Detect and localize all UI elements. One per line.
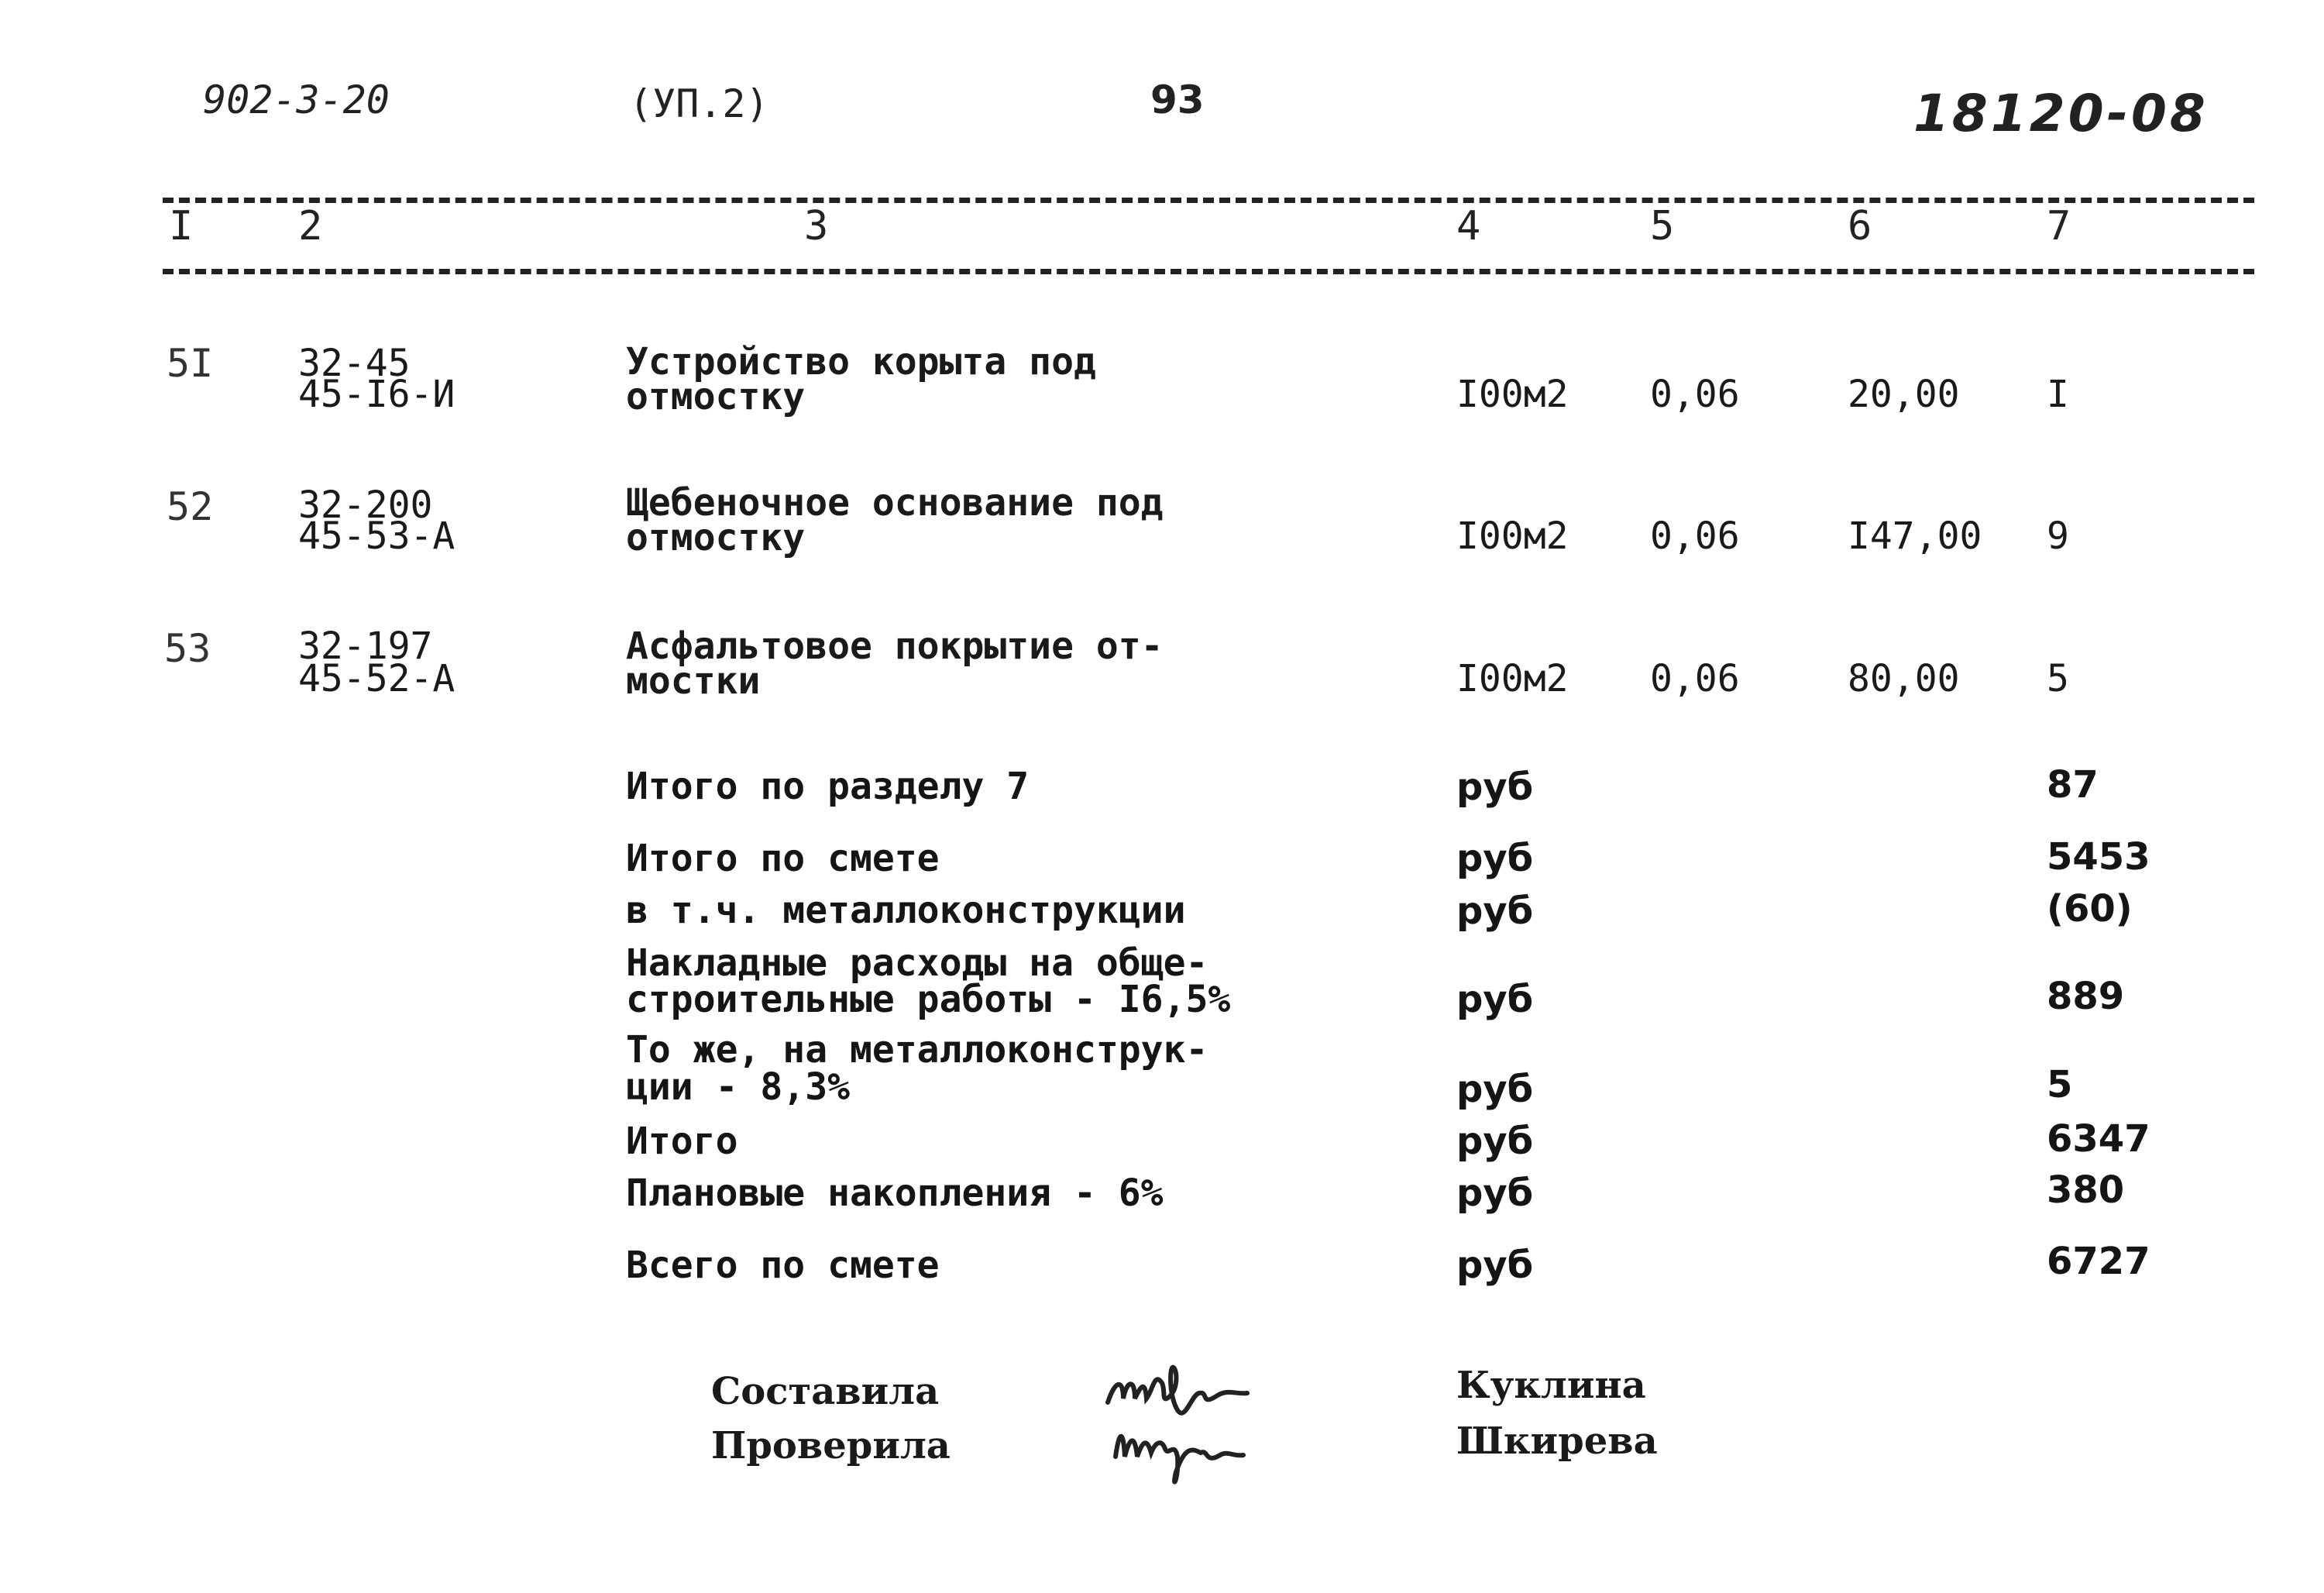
row-number: 5I bbox=[167, 341, 214, 386]
row-unit: I00м2 bbox=[1456, 514, 1569, 558]
row-price: 20,00 bbox=[1848, 373, 1960, 416]
page-number: 93 bbox=[1150, 77, 1205, 122]
checked-by-label: Проверила bbox=[711, 1424, 951, 1467]
total-value: 5453 bbox=[2047, 835, 2150, 879]
row-code-secondary: 45-I6-И bbox=[298, 373, 456, 416]
row-code-primary: 32-200 bbox=[298, 483, 433, 527]
total-value: 5 bbox=[2047, 1063, 2073, 1106]
row-quantity: 0,06 bbox=[1650, 514, 1740, 558]
header-top-rule bbox=[163, 198, 2254, 203]
compiler-signature bbox=[1100, 1348, 1278, 1495]
row-code-secondary: 45-53-А bbox=[298, 514, 456, 558]
row-code-primary: 32-197 bbox=[298, 624, 433, 668]
row-number: 52 bbox=[167, 484, 214, 529]
row-price: I47,00 bbox=[1848, 514, 1982, 558]
row-total: 5 bbox=[2047, 657, 2069, 700]
column-number-1: I bbox=[169, 203, 194, 249]
row-description-line1: Устройство корыта под bbox=[626, 340, 1096, 384]
total-unit: руб bbox=[1456, 1068, 1534, 1111]
row-description-line2: отмостку bbox=[626, 516, 806, 559]
total-value: 380 bbox=[2047, 1168, 2125, 1212]
total-unit: руб bbox=[1456, 889, 1534, 933]
total-label-line2: ции - 8,3% bbox=[626, 1065, 850, 1109]
row-description-line1: Асфальтовое покрытие от- bbox=[626, 624, 1164, 668]
grand-total-value: 6727 bbox=[2047, 1240, 2150, 1283]
total-value: (60) bbox=[2047, 887, 2133, 931]
document-code: 902-3-20 bbox=[203, 77, 390, 122]
total-unit: руб bbox=[1456, 1172, 1534, 1215]
column-number-2: 2 bbox=[298, 203, 323, 249]
row-description-line1: Щебеночное основание под bbox=[626, 481, 1164, 525]
row-quantity: 0,06 bbox=[1650, 657, 1740, 700]
total-label: Итого bbox=[626, 1120, 738, 1163]
row-unit: I00м2 bbox=[1456, 373, 1569, 416]
total-label: в т.ч. металлоконструкции bbox=[626, 889, 1186, 932]
grand-total-label: Всего по смете bbox=[626, 1244, 940, 1287]
total-label: Итого по разделу 7 bbox=[626, 765, 1030, 808]
document-number: 18120-08 bbox=[1913, 84, 2209, 143]
total-unit: руб bbox=[1456, 1120, 1534, 1163]
column-number-4: 4 bbox=[1456, 203, 1481, 249]
compiler-name: Куклина bbox=[1456, 1364, 1646, 1407]
header-bottom-rule bbox=[163, 269, 2254, 274]
grand-total-unit: руб bbox=[1456, 1244, 1534, 1287]
total-value: 889 bbox=[2047, 975, 2125, 1018]
row-unit: I00м2 bbox=[1456, 657, 1569, 700]
row-code-secondary: 45-52-А bbox=[298, 657, 456, 700]
total-value: 6347 bbox=[2047, 1117, 2150, 1161]
row-quantity: 0,06 bbox=[1650, 373, 1740, 416]
total-unit: руб bbox=[1456, 978, 1534, 1021]
row-number: 53 bbox=[164, 626, 211, 671]
total-value: 87 bbox=[2047, 763, 2099, 807]
row-total: I bbox=[2047, 373, 2069, 416]
column-number-5: 5 bbox=[1650, 203, 1675, 249]
total-label-line1: Накладные расходы на обще- bbox=[626, 941, 1208, 985]
column-number-7: 7 bbox=[2047, 203, 2071, 249]
column-number-3: 3 bbox=[804, 203, 829, 249]
column-number-6: 6 bbox=[1848, 203, 1872, 249]
row-price: 80,00 bbox=[1848, 657, 1960, 700]
total-label-line2: строительные работы - I6,5% bbox=[626, 978, 1231, 1021]
total-unit: руб bbox=[1456, 837, 1534, 880]
document-type: (УП.2) bbox=[629, 81, 769, 126]
total-unit: руб bbox=[1456, 766, 1534, 809]
row-description-line2: отмостку bbox=[626, 375, 806, 418]
compiled-by-label: Составила bbox=[711, 1370, 940, 1413]
total-label: Итого по смете bbox=[626, 837, 940, 880]
total-label: Плановые накопления - 6% bbox=[626, 1172, 1164, 1215]
checker-name: Шкирева bbox=[1456, 1419, 1658, 1463]
row-description-line2: мостки bbox=[626, 659, 761, 703]
row-total: 9 bbox=[2047, 514, 2069, 558]
row-code-primary: 32-45 bbox=[298, 342, 411, 385]
total-label-line1: То же, на металлоконструк- bbox=[626, 1028, 1208, 1072]
